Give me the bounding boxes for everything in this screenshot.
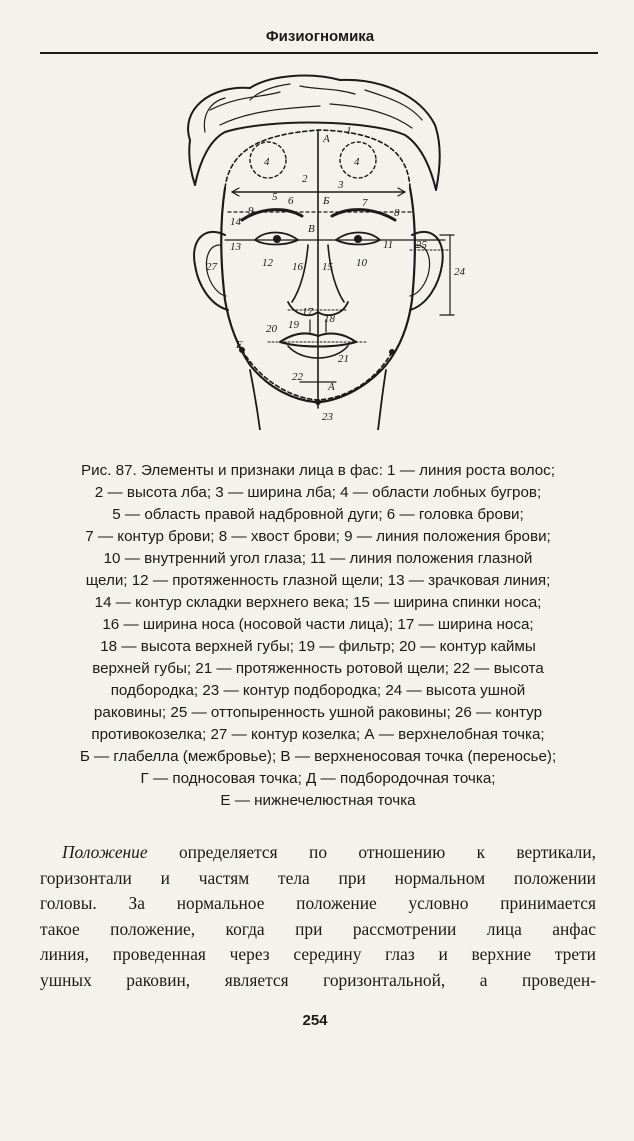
label-5: 5 bbox=[272, 191, 278, 203]
label-3: 3 bbox=[338, 179, 344, 191]
label-9: 9 bbox=[248, 205, 254, 217]
body-line: такое положение, когда при рассмотрении лица анфас bbox=[40, 918, 596, 939]
caption-line: 7 — контур брови; 8 — хвост брови; 9 — линия положения брови; bbox=[85, 528, 551, 545]
caption-line: 10 — внутренний угол глаза; 11 — линия положения глазной bbox=[103, 550, 533, 567]
label-a-top: А bbox=[323, 133, 330, 145]
label-11: 11 bbox=[383, 239, 394, 251]
body-line bbox=[40, 840, 596, 866]
label-22: 22 bbox=[292, 371, 303, 383]
label-15: 15 bbox=[322, 261, 333, 273]
label-10: 10 bbox=[356, 257, 367, 269]
label-25: 25 bbox=[416, 239, 427, 251]
label-24: 24 bbox=[454, 266, 465, 278]
label-2: 2 bbox=[302, 173, 308, 185]
label-4-right: 4 bbox=[354, 156, 360, 168]
figure-caption bbox=[30, 460, 606, 812]
pupil-right bbox=[355, 236, 362, 243]
hair-outline bbox=[188, 76, 440, 190]
label-a-chin: А bbox=[328, 381, 335, 393]
caption-line: 16 — ширина носа (носовой части лица); 17 — ширина носа; bbox=[102, 616, 534, 633]
caption-line: Б — глабелла (межбровье); В — верхненосовая точка (переносье); bbox=[79, 748, 557, 765]
body-line: головы. За нормальное положение условно принимается bbox=[40, 893, 596, 914]
label-v: В bbox=[308, 223, 315, 235]
nose-bridge-right bbox=[328, 245, 344, 302]
label-6: 6 bbox=[288, 195, 294, 207]
caption-line: раковины; 25 — оттопыренность ушной раковины; 26 — контур bbox=[93, 704, 543, 721]
caption-line: противокозелка; 27 — контур козелка; А — верхнелобная точка; bbox=[91, 726, 545, 743]
label-18: 18 bbox=[324, 313, 335, 325]
body-line: ушных раковин, является горизонтальной, а проведен- bbox=[40, 969, 596, 990]
label-e: Е bbox=[236, 339, 243, 351]
caption-line: верхней губы; 21 — протяженность ротовой щели; 22 — высота bbox=[92, 660, 544, 677]
body-line: горизонтали и частям тела при нормальном положении bbox=[40, 867, 596, 888]
label-19: 19 bbox=[288, 319, 299, 331]
caption-line: 5 — область правой надбровной дуги; 6 — головка брови; bbox=[112, 506, 524, 523]
pupil-left bbox=[274, 236, 281, 243]
page-number: 254 bbox=[302, 1012, 328, 1029]
label-27: 27 bbox=[206, 261, 217, 273]
neck-left bbox=[250, 370, 260, 430]
caption-line: Рис. 87. Элементы и признаки лица в фас: 1 — линия роста волос; bbox=[80, 462, 555, 479]
label-7: 7 bbox=[362, 197, 368, 209]
caption-line: Е — нижнечелюстная точка bbox=[220, 792, 416, 809]
chin-point bbox=[316, 400, 321, 405]
figure-labels bbox=[206, 125, 466, 423]
body-line-rest: определяется по отношению к вертикали, bbox=[147, 842, 596, 862]
caption-line: щели; 12 — протяженность глазной щели; 13 — зрачковая линия; bbox=[85, 572, 551, 589]
face-outline-right bbox=[320, 188, 415, 402]
face-diagram-figure bbox=[150, 70, 480, 430]
caption-line: Г — подносовая точка; Д — подбородочная точка; bbox=[140, 770, 496, 787]
body-paragraph bbox=[40, 840, 596, 994]
neck-right bbox=[378, 370, 386, 430]
label-16: 16 bbox=[292, 261, 303, 273]
hair-strands bbox=[204, 84, 422, 132]
nose-bridge-left bbox=[292, 245, 308, 302]
caption-line: 18 — высота верхней губы; 19 — фильтр; 20 — контур каймы bbox=[100, 638, 536, 655]
caption-line: 14 — контур складки верхнего века; 15 — ширина спинки носа; bbox=[94, 594, 542, 611]
face-diagram bbox=[150, 70, 480, 430]
body-line: линия, проведенная через середину глаз и верхние трети bbox=[40, 944, 596, 965]
label-13: 13 bbox=[230, 241, 241, 253]
label-20: 20 bbox=[266, 323, 277, 335]
label-1: 1 bbox=[346, 125, 352, 137]
eyebrow-right bbox=[332, 210, 395, 220]
caption-line: 2 — высота лба; 3 — ширина лба; 4 — области лобных бугров; bbox=[94, 484, 542, 501]
label-4-left: 4 bbox=[264, 156, 270, 168]
running-header: Физиогномика bbox=[265, 28, 375, 45]
label-23: 23 bbox=[322, 411, 333, 423]
label-14: 14 bbox=[230, 216, 241, 228]
caption-line: подбородка; 23 — контур подбородка; 24 — высота ушной bbox=[110, 682, 526, 699]
label-12: 12 bbox=[262, 257, 273, 269]
mandible-point-right bbox=[390, 350, 395, 355]
label-21: 21 bbox=[338, 353, 349, 365]
label-8: 8 bbox=[394, 207, 400, 219]
italic-term: Положение bbox=[62, 842, 148, 862]
label-17: 17 bbox=[302, 306, 313, 318]
header-rule bbox=[40, 52, 598, 54]
label-b: Б bbox=[323, 195, 330, 207]
